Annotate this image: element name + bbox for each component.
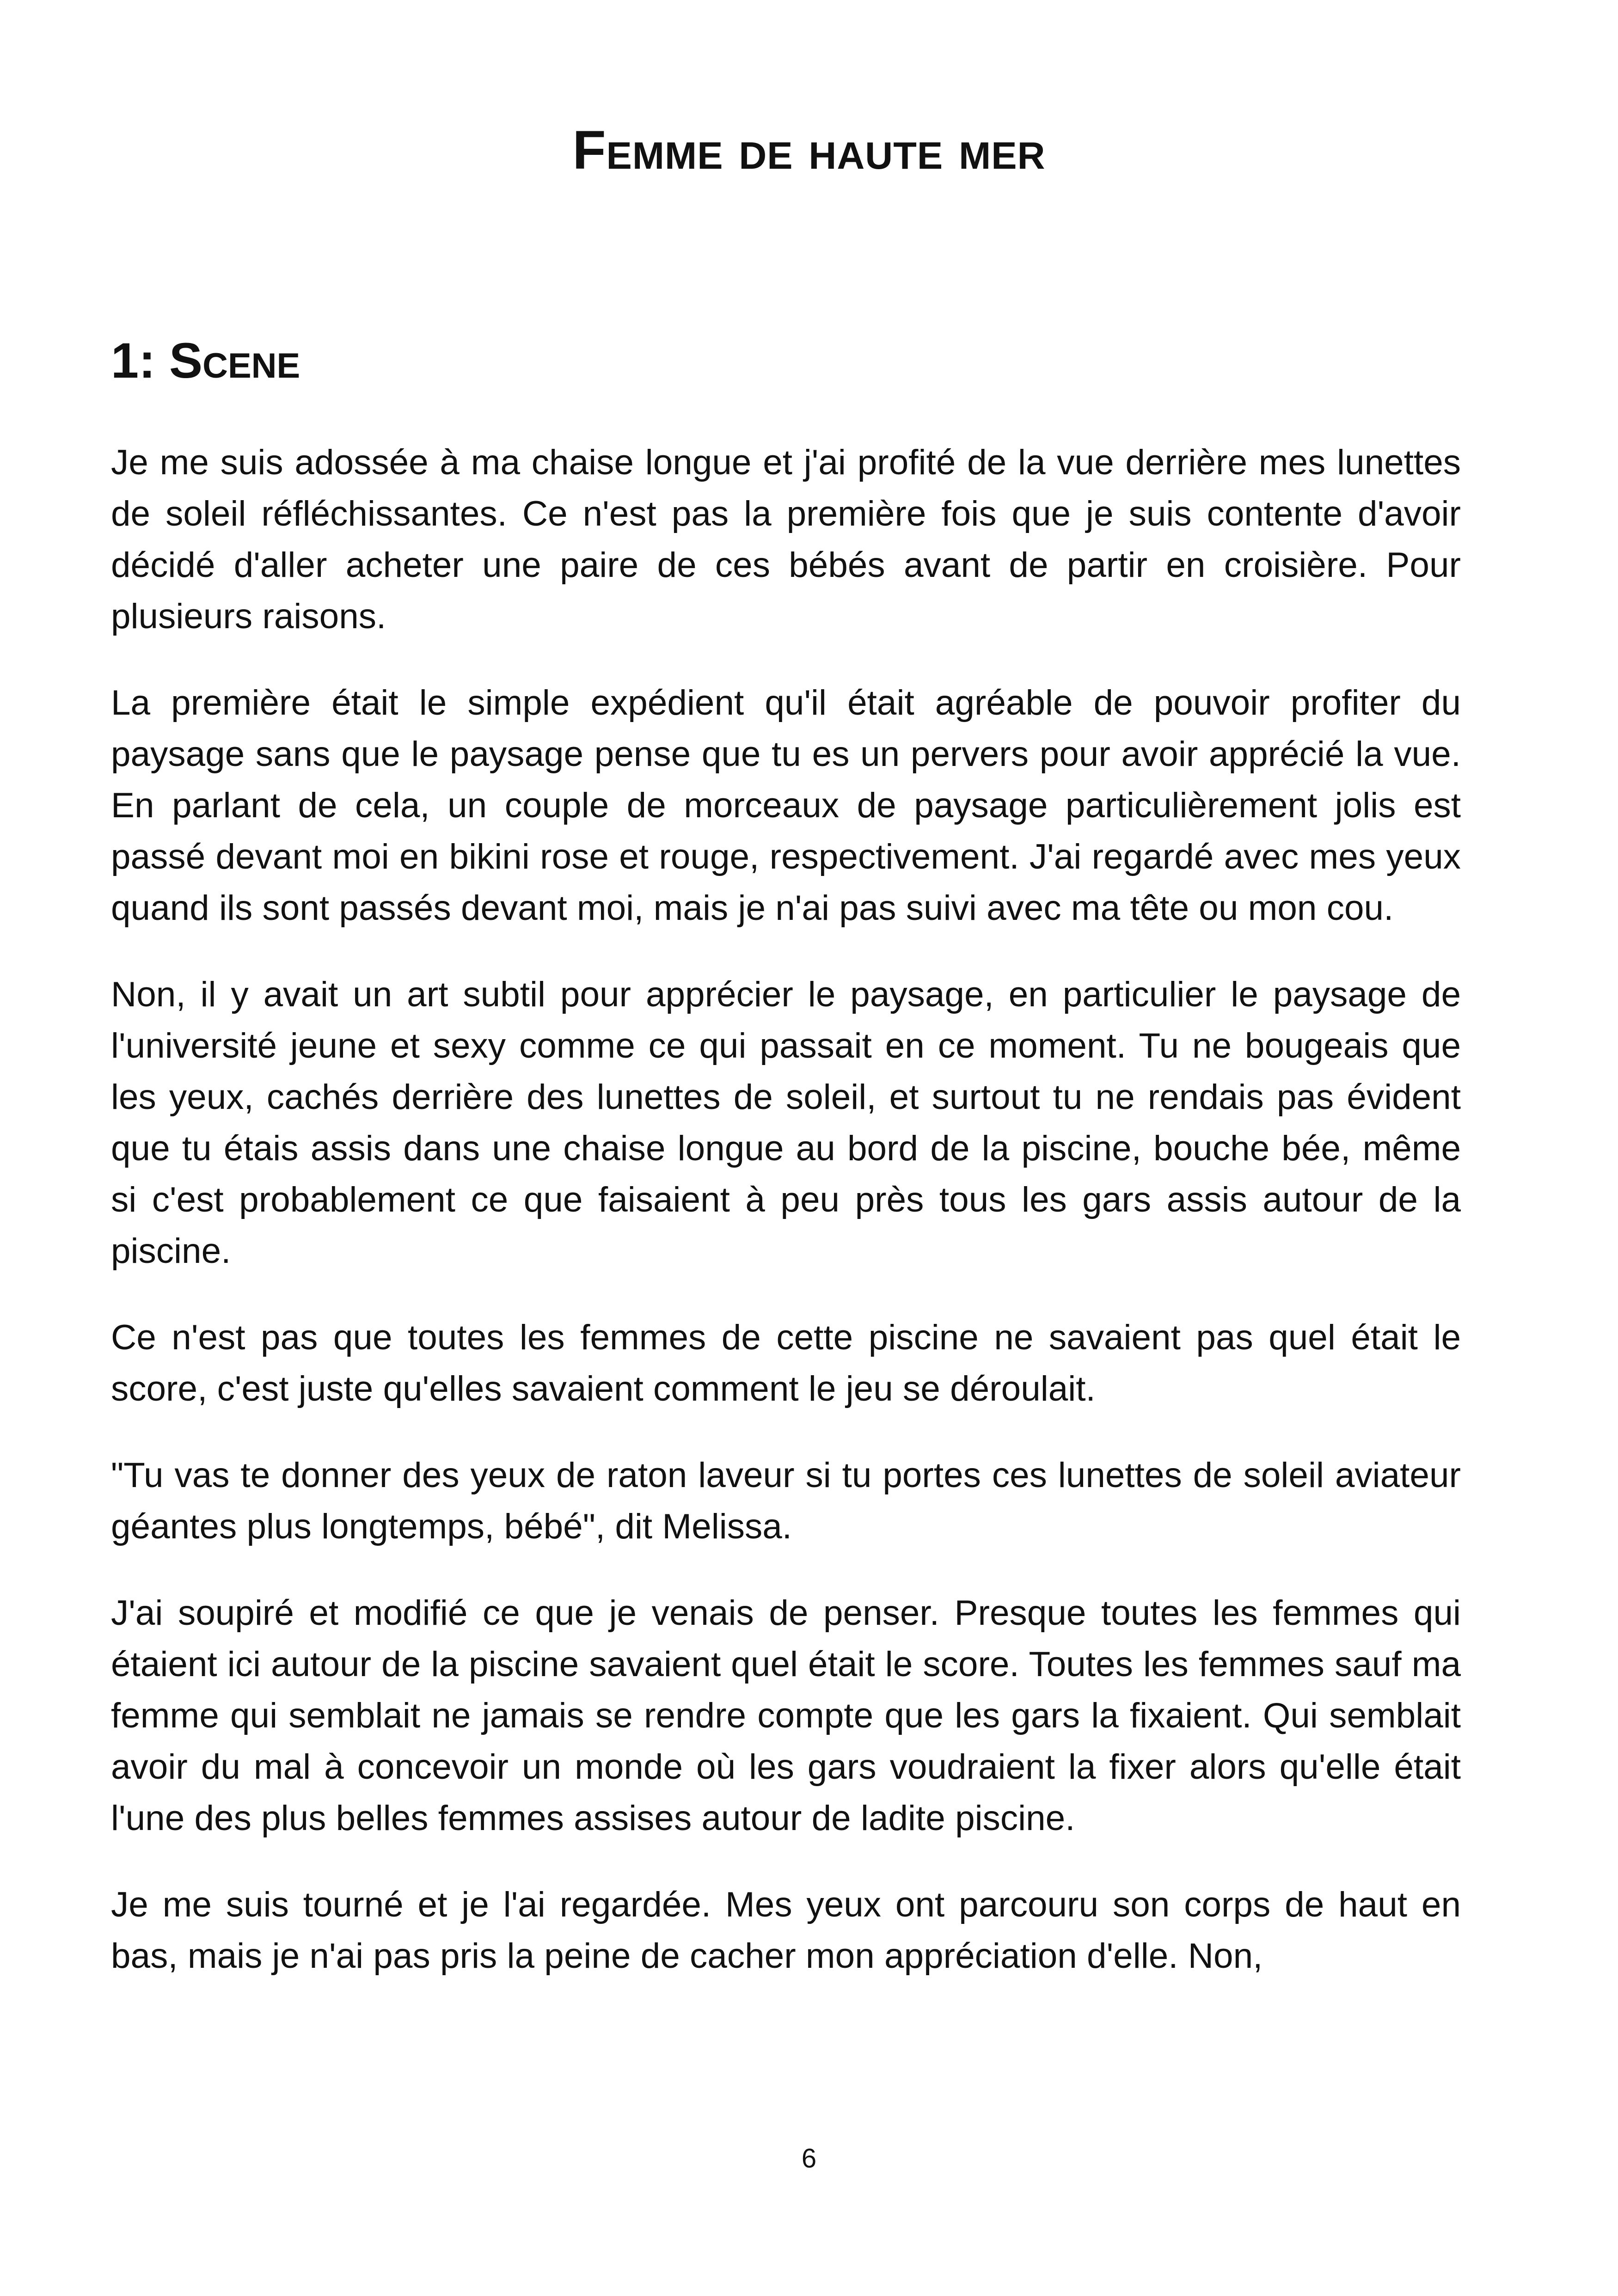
chapter-heading: 1: Scene <box>111 332 300 388</box>
paragraph: J'ai soupiré et modifié ce que je venais de penser. Presque toutes les femmes qui étaient ici autour de la piscine savaient quel était le score. Toutes les femmes sauf ma femme qui semblait ne jamais se rendre compte que les gars la fixaient. Qui semblait avoir du mal à concevoir un monde où les gars voudraient la fixer alors qu'elle était l'une des plus belles femmes assises autour de ladite piscine. <box>111 1593 1461 1838</box>
book-title: Femme de haute mer <box>572 120 1046 181</box>
paragraph: Ce n'est pas que toutes les femmes de cette piscine ne savaient pas quel était le score, c'est juste qu'elles savaient comment le jeu se déroulait. <box>111 1318 1461 1408</box>
paragraph: Je me suis adossée à ma chaise longue et j'ai profité de la vue derrière mes lunettes de soleil réfléchissantes. Ce n'est pas la première fois que je suis contente d'avoir décidé d'aller acheter une paire de ces bébés avant de partir en croisière. Pour plusieurs raisons. <box>111 443 1461 636</box>
page-number: 6 <box>801 2143 817 2174</box>
paragraph: La première était le simple expédient qu'il était agréable de pouvoir profiter du paysage sans que le paysage pense que tu es un pervers pour avoir apprécié la vue. En parlant de cela, un couple de morceaux de paysage particulièrement jolis est passé devant moi en bikini rose et rouge, respectivement. J'ai regardé avec mes yeux quand ils sont passés devant moi, mais je n'ai pas suivi avec ma tête ou mon cou. <box>111 683 1461 928</box>
body-text <box>111 437 1461 2017</box>
paragraph: Non, il y avait un art subtil pour apprécier le paysage, en particulier le paysage de l'université jeune et sexy comme ce qui passait en ce moment. Tu ne bougeais que les yeux, cachés derrière des lunettes de soleil, et surtout tu ne rendais pas évident que tu étais assis dans une chaise longue au bord de la piscine, bouche bée, même si c'est probablement ce que faisaient à peu près tous les gars assis autour de la piscine. <box>111 975 1461 1271</box>
paragraph: "Tu vas te donner des yeux de raton laveur si tu portes ces lunettes de soleil aviateur géantes plus longtemps, bébé", dit Melissa. <box>111 1456 1461 1546</box>
paragraph: Je me suis tourné et je l'ai regardée. Mes yeux ont parcouru son corps de haut en bas, mais je n'ai pas pris la peine de cacher mon appréciation d'elle. Non, <box>111 1885 1461 1976</box>
